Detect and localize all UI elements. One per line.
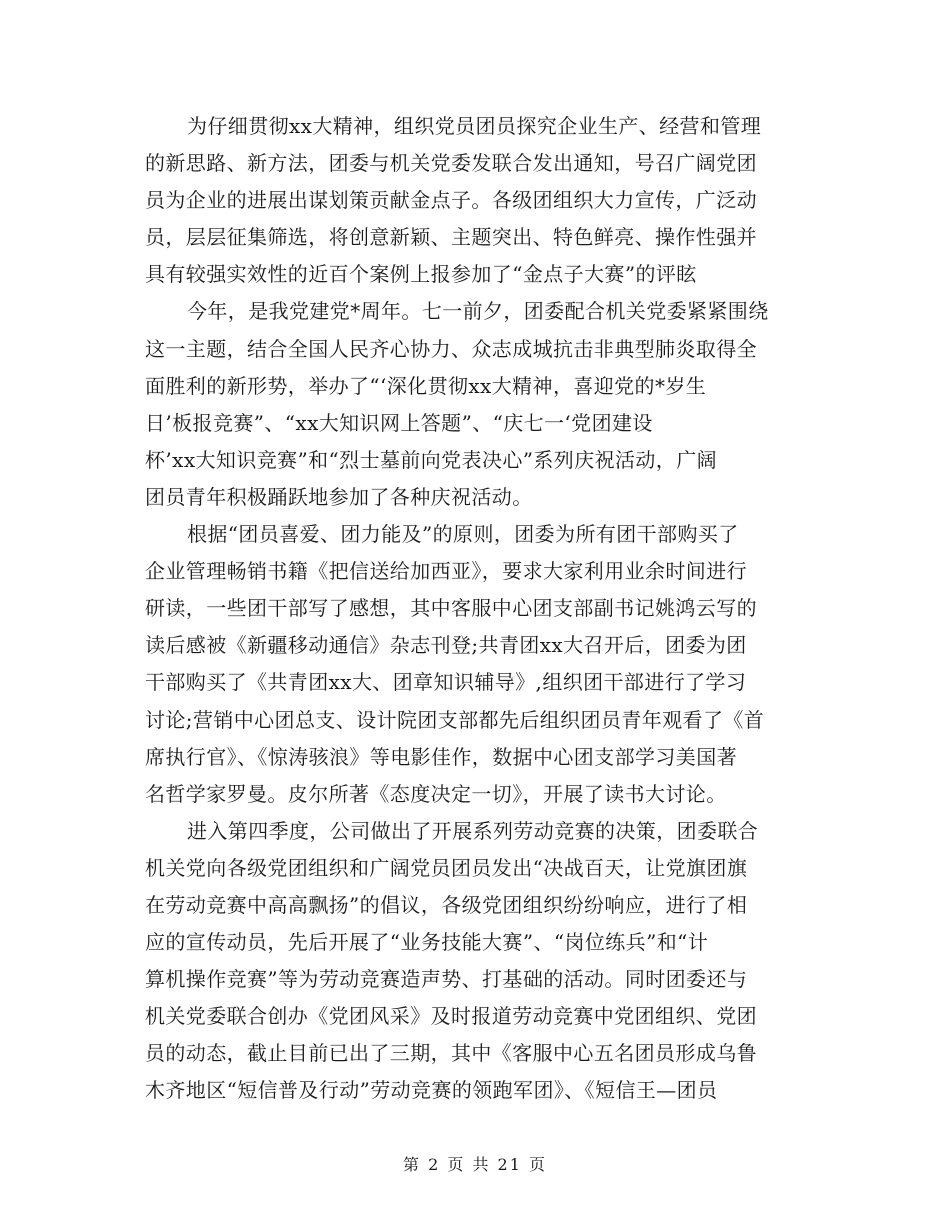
text-line: 机关党向各级党团组织和广阔党员团员发出“决战百天，让党旗团旗 — [145, 855, 748, 880]
text-line: 席执行官》、《惊涛骇浪》等电影佳作，数据中心团支部学习美国著 — [145, 744, 737, 769]
text-line: 读后感被《新疆移动通信》杂志刊登;共青团xx大召开后，团委为团 — [145, 633, 747, 658]
body-text — [145, 108, 815, 1110]
text-line: 根据“团员喜爱、团力能及”的原则，团委为所有团干部购买了 — [187, 522, 739, 547]
text-line: 团员青年积极踊跃地参加了各种庆祝活动。 — [145, 484, 533, 509]
text-line: 员为企业的进展出谋划策贡献金点子。各级团组织大力宣传，广泛动 — [145, 188, 757, 213]
text-line: 应的宣传动员，先后开展了“业务技能大赛”、“岗位练兵”和“计 — [145, 930, 709, 955]
text-line: 的新思路、新方法，团委与机关党委发联合发出通知，号召广阔党团 — [145, 151, 757, 176]
text-line: 讨论;营销中心团总支、设计院团支部都先后组织团员青年观看了《首 — [145, 707, 765, 732]
text-line: 员，层层征集筛选，将创意新颖、主题突出、特色鲜亮、操作性强并 — [145, 225, 757, 250]
text-line: 这一主题，结合全国人民齐心协力、众志成城抗击非典型肺炎取得全 — [145, 336, 757, 361]
text-line: 算机操作竞赛”等为劳动竞赛造声势、打基础的活动。同时团委还与 — [145, 967, 748, 992]
text-line: 研读，一些团干部写了感想，其中客服中心团支部副书记姚鸿云写的 — [145, 596, 757, 621]
text-line: 日’板报竞赛”、“xx大知识网上答题”、“庆七一‘党团建设 — [145, 410, 653, 435]
text-line: 面胜利的新形势，举办了“‘深化贯彻xx大精神，喜迎党的*岁生 — [145, 373, 707, 398]
text-line: 具有较强实效性的近百个案例上报参加了“金点子大赛”的评眩 — [145, 262, 697, 287]
text-line: 机关党委联合创办《党团风采》及时报道劳动竞赛中党团组织、党团 — [145, 1004, 757, 1029]
text-line: 为仔细贯彻xx大精神，组织党员团员探究企业生产、经营和管理 — [187, 114, 762, 138]
text-line: 干部购买了《共青团xx大、团章知识辅导》,组织团干部进行了学习 — [145, 670, 747, 695]
text-line: 名哲学家罗曼。皮尔所著《态度决定一切》，开展了读书大讨论。 — [145, 781, 727, 806]
page-footer: 第 2 页 共 21 页 — [403, 1155, 547, 1174]
text-line: 在劳动竞赛中高高飘扬”的倡议，各级党团组织纷纷响应，进行了相 — [145, 892, 748, 917]
text-line: 今年，是我党建党*周年。七一前夕，团委配合机关党委紧紧围绕 — [187, 299, 769, 324]
text-line: 员的动态，截止目前已出了三期，其中《客服中心五名团员形成乌鲁 — [145, 1041, 757, 1066]
text-line: 杯’xx大知识竞赛”和“烈士墓前向党表决心”系列庆祝活动，广阔 — [145, 447, 717, 472]
text-line: 木齐地区“短信普及行动”劳动竞赛的领跑军团》、《短信王—团员 — [145, 1078, 718, 1103]
text-line: 企业管理畅销书籍《把信送给加西亚》，要求大家利用业余时间进行 — [145, 559, 747, 584]
text-line: 进入第四季度，公司做出了开展系列劳动竞赛的决策，团委联合 — [187, 818, 759, 843]
